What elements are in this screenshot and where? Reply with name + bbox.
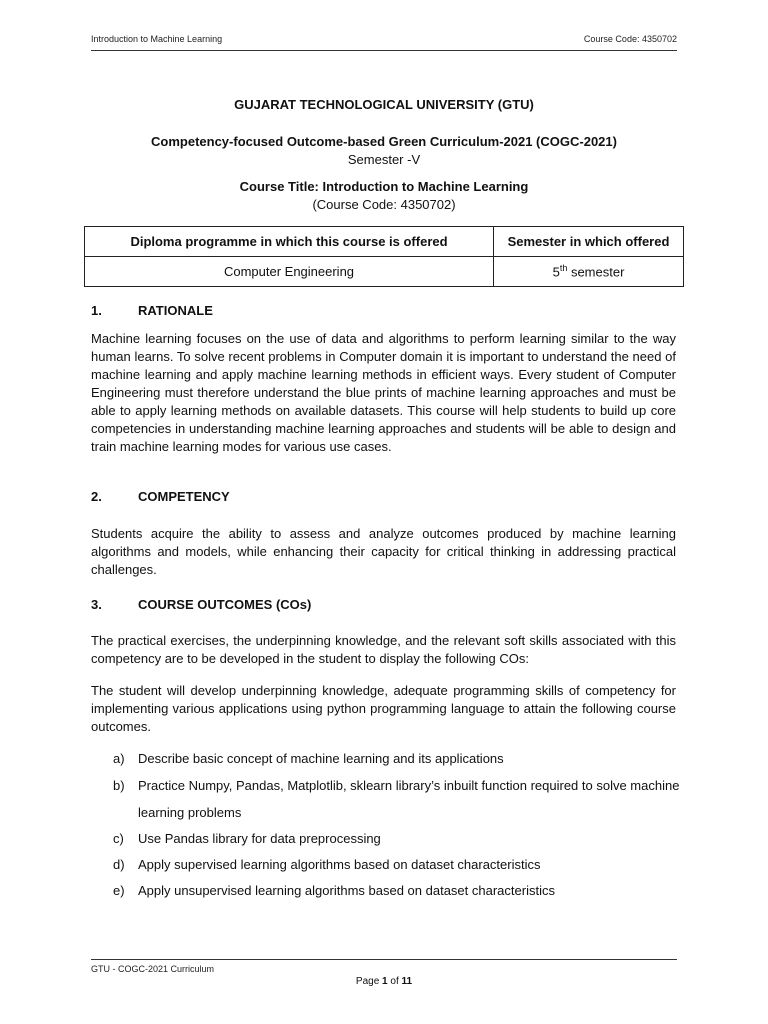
outcomes-detail-paragraph: The student will develop underpinning knowledge, adequate programming skills of competency for implementing various applications using python programming language to attain the following course outcomes. [91,683,676,734]
section-number: 2. [91,489,102,504]
section-title: COMPETENCY [138,489,230,504]
list-marker: b) [113,778,125,793]
outcomes-intro-paragraph: The practical exercises, the underpinning knowledge, and the relevant soft skills associated with this competency are to be developed in the student to display the following COs: [91,633,676,666]
header-divider [91,50,677,51]
course-title: Course Title: Introduction to Machine Learning [239,179,529,194]
list-item [91,878,681,904]
table-cell-semester [494,257,684,287]
rationale-paragraph: Machine learning focuses on the use of data and algorithms to perform learning similar to the way human learns. To solve recent problems in Computer domain it is important to understand the need of machine learning and apply machine learning methods in efficient ways. Every student of Computer Engineering must therefore understand the blue prints of machine learning approaches and must be able to apply learning methods on available datasets. This course will help students to build up core competencies in understanding machine learning approaches and students will be able to design and train machine learning modes for various use cases. [91,331,676,454]
course-outcomes-list [91,746,681,904]
table-header-semester: Semester in which offered [494,227,684,257]
list-item [91,772,681,826]
footer-divider [91,959,677,960]
curriculum-title: Competency-focused Outcome-based Green Curriculum-2021 (COGC-2021) [151,134,617,149]
semester-ordinal: th [559,263,568,274]
semester-number: 5 [552,264,560,280]
table-header-programme: Diploma programme in which this course is offered [85,227,494,257]
page-total: 11 [401,976,413,987]
section-heading [91,489,676,507]
offering-table [84,226,684,287]
university-title: GUJARAT TECHNOLOGICAL UNIVERSITY (GTU) [234,97,534,112]
list-marker: a) [113,751,125,766]
section-number: 1. [91,303,102,318]
section-title: RATIONALE [138,303,213,318]
list-marker: e) [113,883,125,898]
footer-curriculum-label: GTU - COGC-2021 Curriculum [91,964,215,974]
section-course-outcomes [91,597,676,736]
semester-word: semester [567,264,625,280]
list-marker: d) [113,857,125,872]
competency-paragraph: Students acquire the ability to assess and analyze outcomes produced by machine learning algorithms and models, while enhancing their capacity for critical thinking in addressing practical challenges. [91,526,676,577]
list-item-text: Describe basic concept of machine learning and its applications [138,751,504,766]
section-number: 3. [91,597,102,612]
section-rationale [91,303,676,456]
table-header-row [85,227,684,257]
page-current: 1 [382,976,388,987]
list-item-text: Use Pandas library for data preprocessing [138,831,381,846]
section-heading [91,597,676,615]
course-code: (Course Code: 4350702) [312,197,456,212]
section-title: COURSE OUTCOMES (COs) [138,597,312,612]
list-marker: c) [113,831,124,846]
section-competency [91,489,676,579]
header-course-name: Introduction to Machine Learning [91,34,223,44]
page-prefix: Page [355,976,383,987]
table-row [85,257,684,287]
header-course-code: Course Code: 4350702 [583,34,677,44]
page-of: of [387,976,402,987]
page-number [0,976,768,987]
list-item [91,746,681,772]
list-item-text: Practice Numpy, Pandas, Matplotlib, sklearn library’s inbuilt function required to solve machine learning problems [138,778,680,820]
table-cell-programme: Computer Engineering [85,257,494,287]
list-item [91,852,681,878]
list-item-text: Apply unsupervised learning algorithms based on dataset characteristics [138,883,555,898]
list-item [91,826,681,852]
section-heading [91,303,676,321]
semester-label: Semester -V [347,152,421,167]
list-item-text: Apply supervised learning algorithms based on dataset characteristics [138,857,541,872]
